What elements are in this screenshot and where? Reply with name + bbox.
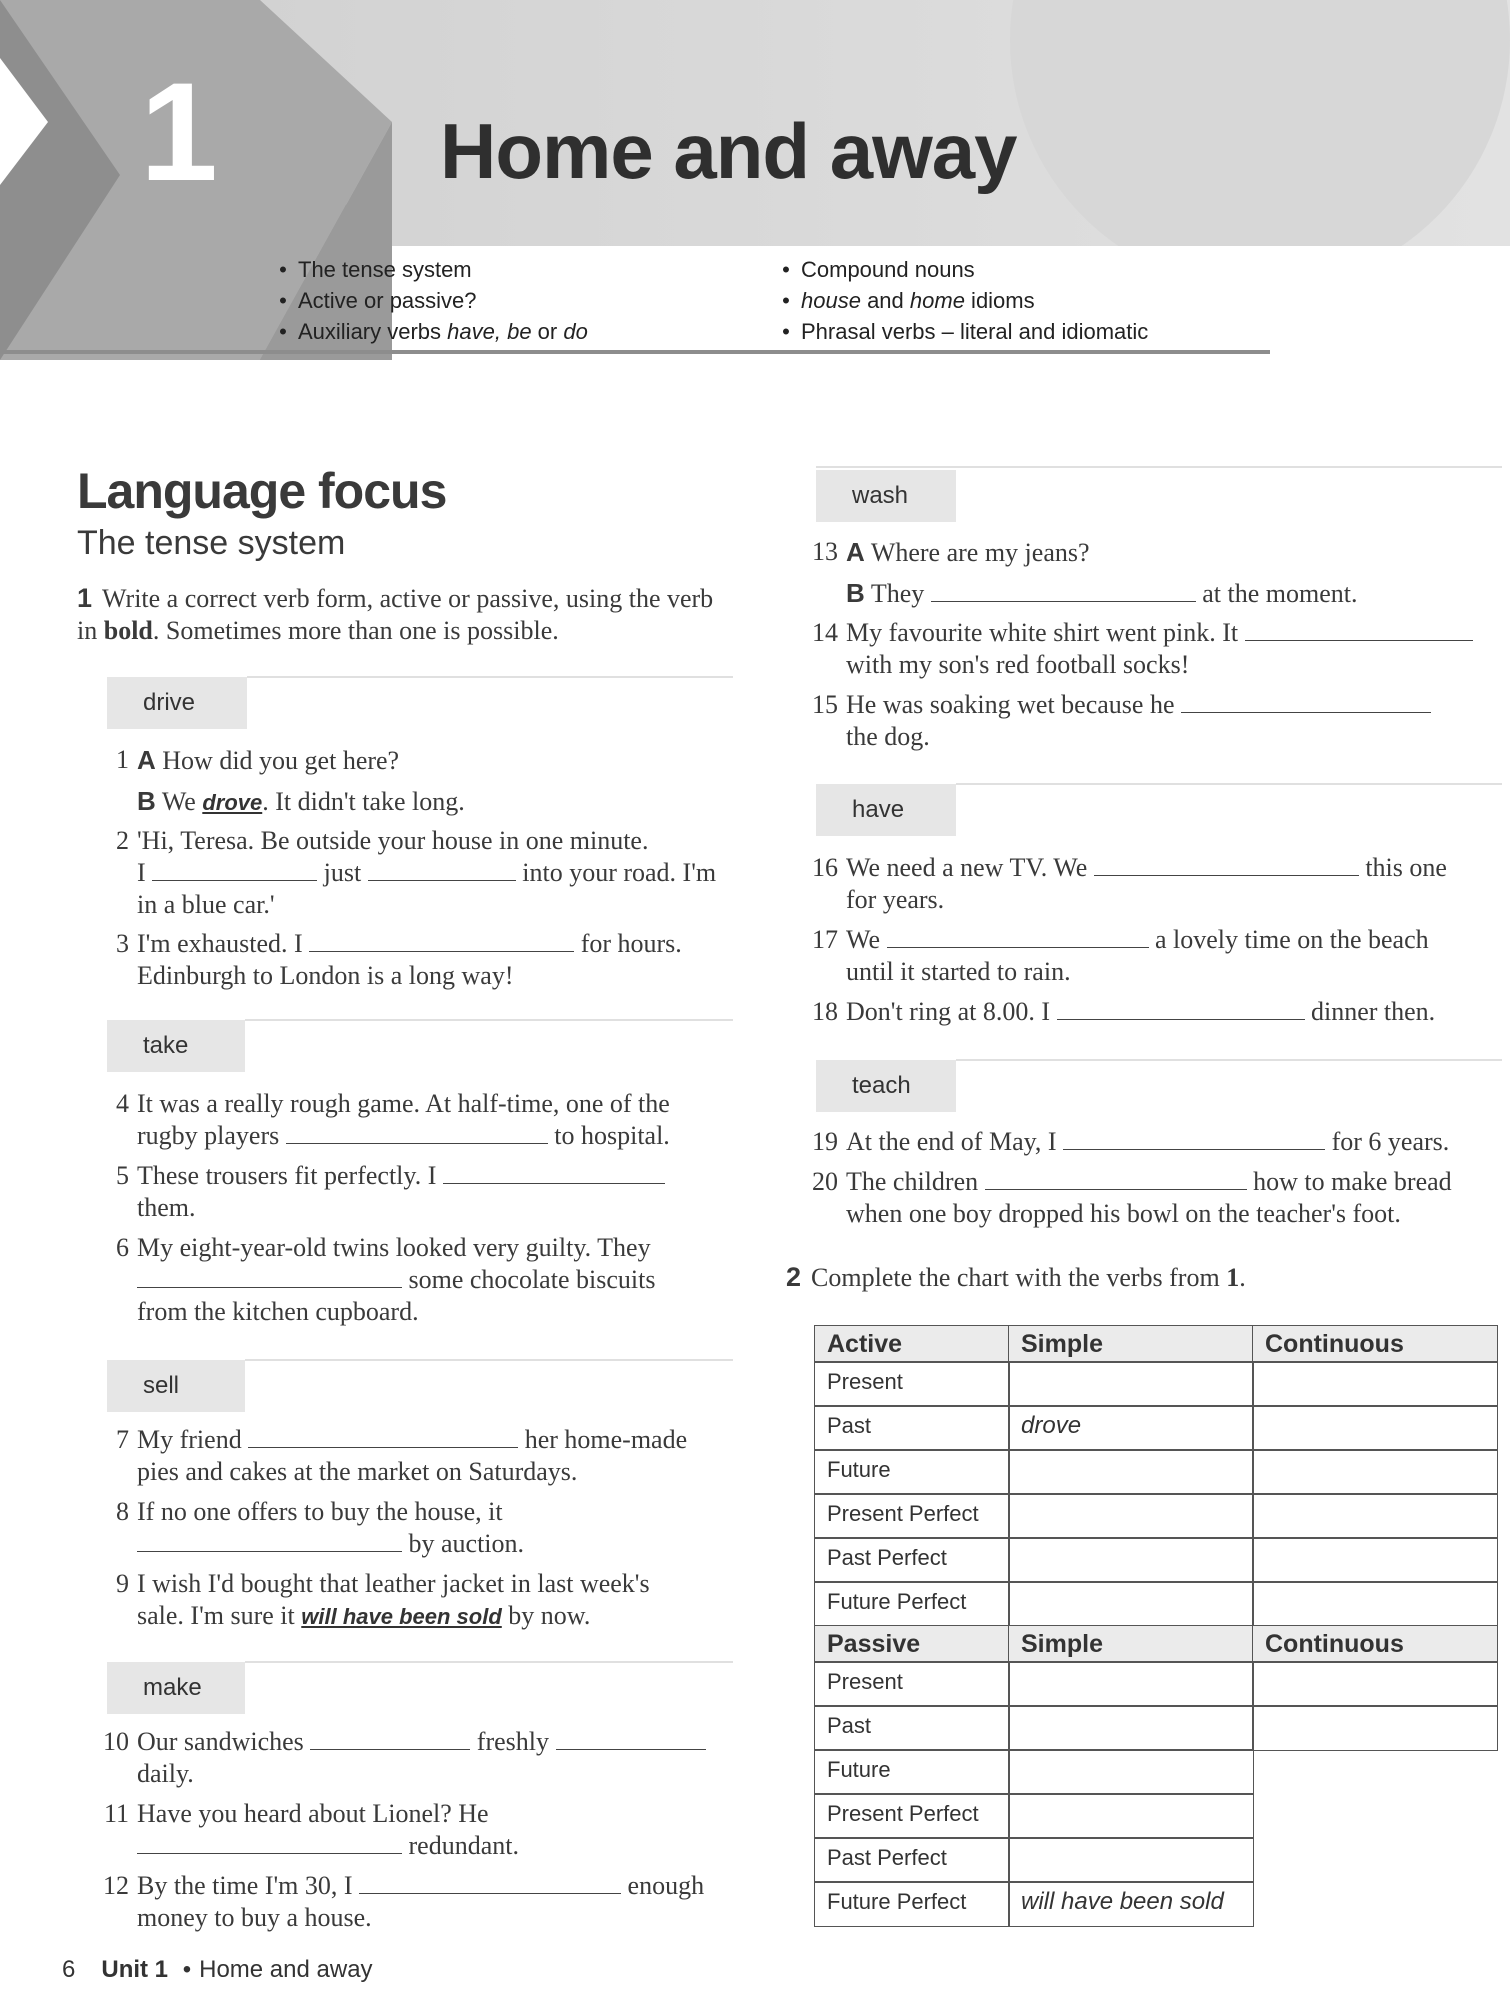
exercise-2-instruction: 2 Complete the chart with the verbs from 1. <box>786 1262 1246 1292</box>
bullet-icon: • <box>782 257 790 282</box>
question-8: 8 If no one offers to buy the house, it by auction. <box>116 1497 525 1558</box>
banner-divider <box>0 350 1270 354</box>
verb-label-sell: sell <box>107 1360 245 1412</box>
chart-answer-cell[interactable] <box>1008 1581 1254 1627</box>
chart-answer-cell[interactable]: drove <box>1008 1405 1254 1451</box>
chart-answer-cell[interactable] <box>1252 1449 1498 1495</box>
chart-row-label: Future Perfect <box>814 1881 1010 1927</box>
section-heading: Language focus <box>77 463 447 519</box>
topic-item: • Auxiliary verbs have, be or do <box>268 316 588 347</box>
answer-blank[interactable] <box>137 1265 402 1288</box>
chart-answer-cell[interactable] <box>1252 1537 1498 1583</box>
exercise-1-instruction: 1 Write a correct verb form, active or passive, using the verb in bold. Sometimes more than one is possible. <box>77 583 714 645</box>
topic-item: • Compound nouns <box>771 254 1148 285</box>
example-answer: drove <box>202 790 263 815</box>
question-18: 18 Don't ring at 8.00. I dinner then. <box>812 997 1436 1026</box>
chart-answer-cell[interactable] <box>1008 1537 1254 1583</box>
chart-answer-cell[interactable] <box>1252 1493 1498 1539</box>
chart-answer-cell[interactable] <box>1252 1405 1498 1451</box>
question-19: 19 At the end of May, I for 6 years. <box>812 1127 1450 1156</box>
answer-blank[interactable] <box>137 1831 402 1854</box>
topic-item: • Active or passive? <box>268 285 588 316</box>
verb-label-drive: drive <box>107 677 247 729</box>
question-9: 9 I wish I'd bought that leather jacket in last week's sale. I'm sure it will have been sold by now. <box>116 1569 650 1630</box>
chart-row-label: Present Perfect <box>814 1793 1010 1839</box>
chart-row-label: Future <box>814 1749 1010 1795</box>
chart-row-label: Future Perfect <box>814 1581 1010 1627</box>
question-15: 15 He was soaking wet because he the dog. <box>846 689 1506 753</box>
answer-blank[interactable] <box>1245 618 1473 641</box>
verb-label-make: make <box>107 1662 245 1714</box>
chart-answer-cell[interactable] <box>1252 1361 1498 1407</box>
answer-blank[interactable] <box>368 858 516 881</box>
divider <box>245 1359 733 1361</box>
answer-blank[interactable] <box>137 1529 402 1552</box>
question-6: 6 My eight-year-old twins looked very guilty. They some chocolate biscuits from the kitchen cupboard. <box>116 1233 656 1326</box>
answer-blank[interactable] <box>152 858 317 881</box>
answer-blank[interactable] <box>985 1167 1247 1190</box>
question-17: 17 We a lovely time on the beach until it started to rain. <box>812 925 1429 986</box>
chart-answer-cell[interactable] <box>1252 1581 1498 1627</box>
chart-header-cell: Active <box>814 1325 1010 1363</box>
chart-row-label: Present <box>814 1361 1010 1407</box>
chart-answer-cell[interactable] <box>1252 1661 1498 1707</box>
chart-header-cell: Passive <box>814 1625 1010 1663</box>
answer-blank[interactable] <box>556 1727 706 1750</box>
answer-blank[interactable] <box>931 579 1196 602</box>
divider <box>247 676 733 678</box>
answer-blank[interactable] <box>1063 1127 1325 1150</box>
page-number: 6 <box>62 1956 76 1983</box>
chart-row-label: Past <box>814 1405 1010 1451</box>
answer-blank[interactable] <box>248 1425 518 1448</box>
answer-blank[interactable] <box>443 1161 665 1184</box>
page-footer <box>62 1956 373 1984</box>
chart-answer-cell[interactable] <box>1008 1793 1254 1839</box>
bullet-icon: • <box>279 319 287 344</box>
chart-answer-cell[interactable]: will have been sold <box>1008 1881 1254 1927</box>
question-14: 14 My favourite white shirt went pink. It with my son's red football socks! <box>846 617 1506 681</box>
question-13: 13 A Where are my jeans? B They at the moment. <box>812 537 1358 608</box>
chart-row-label: Present <box>814 1661 1010 1707</box>
divider <box>816 466 1502 468</box>
chart-answer-cell[interactable] <box>1008 1361 1254 1407</box>
section-subheading: The tense system <box>77 524 346 562</box>
answer-blank[interactable] <box>1094 853 1359 876</box>
answer-blank[interactable] <box>1181 690 1431 713</box>
bullet-icon: • <box>279 257 287 282</box>
divider <box>245 1019 733 1021</box>
bullet-icon: • <box>782 319 790 344</box>
chart-answer-cell[interactable] <box>1008 1661 1254 1707</box>
topic-item: • Phrasal verbs – literal and idiomatic <box>771 316 1148 347</box>
verb-label-take: take <box>107 1020 245 1072</box>
chart-answer-cell[interactable] <box>1008 1837 1254 1883</box>
chart-answer-cell[interactable] <box>1008 1493 1254 1539</box>
footer-title: Home and away <box>199 1956 373 1983</box>
chart-row-label: Past <box>814 1705 1010 1751</box>
divider <box>245 1661 733 1663</box>
question-2: 2 'Hi, Teresa. Be outside your house in one minute. I just into your road. I'm in a blue car.' <box>116 826 717 919</box>
verb-label-have: have <box>816 784 956 836</box>
topics-list-right <box>771 254 1148 347</box>
question-5: 5 These trousers fit perfectly. I them. <box>137 1160 737 1224</box>
answer-blank[interactable] <box>1057 997 1305 1020</box>
unit-number: 1 <box>140 53 218 210</box>
divider <box>956 783 1502 785</box>
topic-item: • The tense system <box>268 254 588 285</box>
question-3: 3 I'm exhausted. I for hours. Edinburgh to London is a long way! <box>116 929 682 990</box>
chart-row-label: Present Perfect <box>814 1493 1010 1539</box>
question-10: 10 Our sandwiches freshly daily. <box>137 1726 737 1790</box>
answer-blank[interactable] <box>359 1871 621 1894</box>
chart-row-label: Past Perfect <box>814 1537 1010 1583</box>
topics-list-left <box>268 254 588 347</box>
question-16: 16 We need a new TV. We this one for years. <box>812 853 1447 914</box>
chart-answer-cell[interactable] <box>1008 1749 1254 1795</box>
chart-answer-cell[interactable] <box>1252 1705 1498 1751</box>
chart-answer-cell[interactable] <box>1008 1449 1254 1495</box>
verb-label-teach: teach <box>816 1060 956 1112</box>
answer-blank[interactable] <box>286 1121 548 1144</box>
answer-blank[interactable] <box>310 1727 470 1750</box>
topic-item: • house and home idioms <box>771 285 1148 316</box>
question-1: 1 A How did you get here? B We drove. It didn't take long. <box>116 745 465 816</box>
chart-row-label: Future <box>814 1449 1010 1495</box>
footer-unit: Unit 1 <box>101 1956 169 1983</box>
question-7: 7 My friend her home-made pies and cakes at the market on Saturdays. <box>116 1425 688 1486</box>
question-11: 11 Have you heard about Lionel? He redundant. <box>103 1799 519 1860</box>
chart-header-cell: Simple <box>1008 1625 1254 1663</box>
chart-row-label: Past Perfect <box>814 1837 1010 1883</box>
question-20: 20 The children how to make bread when one boy dropped his bowl on the teacher's foot. <box>812 1167 1452 1228</box>
unit-title: Home and away <box>440 107 1017 195</box>
question-4: 4 It was a really rough game. At half-time, one of the rugby players to hospital. <box>116 1089 670 1150</box>
chart-header-cell: Continuous <box>1252 1325 1498 1363</box>
chart-answer-cell[interactable] <box>1008 1705 1254 1751</box>
footer-separator: • <box>182 1956 192 1983</box>
bullet-icon: • <box>279 288 287 313</box>
divider <box>956 1059 1502 1061</box>
verb-label-wash: wash <box>816 470 956 522</box>
unit-banner <box>0 0 1510 360</box>
bullet-icon: • <box>782 288 790 313</box>
chart-header-cell: Simple <box>1008 1325 1254 1363</box>
answer-blank[interactable] <box>887 925 1149 948</box>
chart-header-cell: Continuous <box>1252 1625 1498 1663</box>
example-answer: will have been sold <box>301 1604 502 1629</box>
answer-blank[interactable] <box>309 929 574 952</box>
question-12: 12 By the time I'm 30, I enough money to buy a house. <box>103 1871 705 1932</box>
